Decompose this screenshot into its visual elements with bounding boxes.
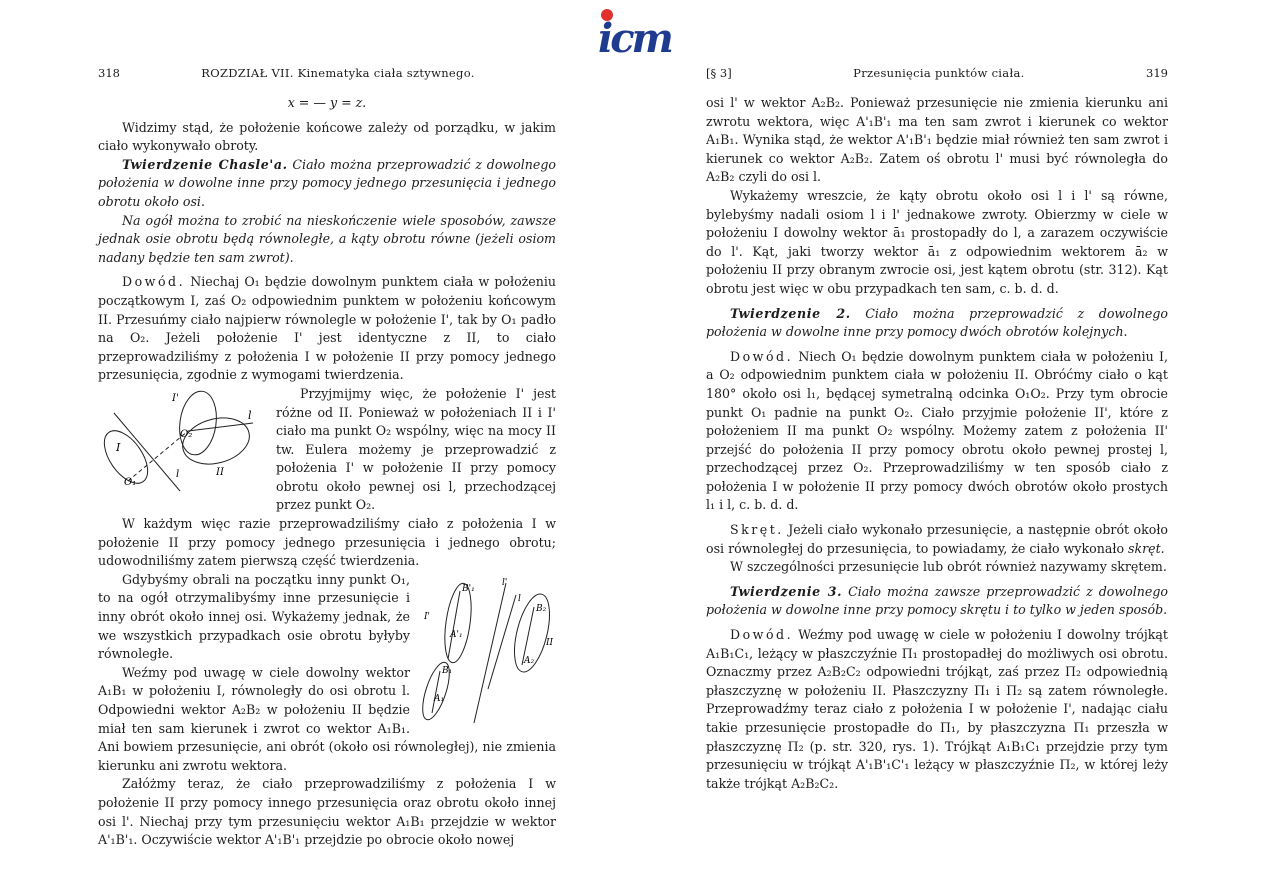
- fig1-label-II: II: [216, 466, 224, 478]
- icm-logo-graphic: [598, 8, 676, 56]
- left-running-header: [98, 62, 556, 84]
- paragraph-other-axis: Załóżmy teraz, że ciało przeprowadziliśmy z położenia I w położenie II przy pomocy innego przesunięcia oraz obrotu około innej osi l'. Niechaj przy tym przesunięciu wektor A₁B₁ przejdzie w wektor A'₁B'₁. Oczywiście wektor A'₁B'₁ przejdzie po obrocie około nowej: [98, 776, 556, 848]
- page-number-318: 318: [98, 65, 120, 80]
- figure-euler-drawing: [98, 387, 266, 499]
- paragraph-summary: W każdym więc razie przeprowadziliśmy ciało z położenia I w położenie II przy pomocy jednego przesunięcia i jednego obrotu; udowodniliśmy zatem pierwszą część twierdzenia.: [98, 516, 556, 569]
- figure-euler: [98, 387, 266, 505]
- paragraph-special: W szczególności przesunięcie lub obrót również nazywamy skrętem.: [730, 559, 1167, 575]
- fig1-label-I: I: [116, 440, 121, 454]
- paragraph-angles: Wykażemy wreszcie, że kąty obrotu około osi l i l' są równe, bylebyśmy nadali osiom l i l' jednakowe zwroty. Obierzmy w ciele w położeniu I dowolny wektor ā₁ prostopadły do l, a zarazem oczywiście do l'. Kąt, jaki tworzy wektor ā₁ z odpowiednim wektorem ā₂ w położeniu II przy obranym zwrocie osi, jest kątem obrotu (str. 312). Kąt obrotu jest więc w obu przypadkach ten sam, c. b. d. d.: [706, 187, 1168, 296]
- fig2-label-II: II: [546, 637, 554, 648]
- right-page: [706, 62, 1168, 793]
- fig2-label-B2: B₂: [536, 603, 547, 614]
- theorem-3-text: Ciało można zawsze przeprowadzić z dowolnego położenia w dowolne inne przy pomocy skrętu i to tylko w jeden sposób.: [706, 583, 1168, 618]
- skret-text: Jeżeli ciało wykonało przesunięcie, a następnie obrót około osi równoległej do przesunięcia, to powiadamy, że ciało wykonało: [706, 522, 1168, 556]
- proof-paragraph: [98, 273, 556, 385]
- proof-2-label: Dowód.: [730, 348, 794, 364]
- proof-2: [706, 348, 1168, 515]
- proof-label: Dowód.: [122, 274, 186, 290]
- theorem-2-text: Ciało można przeprowadzić z dowolnego położenia w dowolne inne przy pomocy dwóch obrotów kolejnych.: [706, 305, 1169, 340]
- fig2-label-lprime: l': [502, 577, 508, 588]
- proof-text: Niechaj O₁ będzie dowolnym punktem ciała w położeniu początkowym I, zaś O₂ odpowiednim punktem w położeniu końcowym II. Przesuńmy ciało najpierw równolegle w położenie I', tak by O₁ padło na O₂. Jeżeli położenie I' jest identyczne z II, to ciało przeprowadziliśmy z położenia I w położenie II przy pomocy jednego przesunięcia, zgodnie z wymogami twierdzenia.: [98, 274, 556, 383]
- theorem-text: Ciało można przeprowadzić z dowolnego położenia w dowolne inne przy pomocy jednego przesunięcia i jednego obrotu około osi.: [98, 156, 556, 209]
- proof-3: [706, 626, 1168, 793]
- proof-3-label: Dowód.: [730, 627, 794, 643]
- proof-2-text: Niech O₁ będzie dowolnym punktem ciała w położeniu I, a O₂ odpowiednim punktem ciała w położeniu II. Obróćmy ciało o kąt 180° około osi l₁, będącej symetralną odcinka O₁O₂. Przy tym obrocie punkt O₁ padnie na punkt O₂. Ciało przyjmie położenie II', które z położeniem II ma punkt O₂ wspólny. Możemy zatem z położenia II' przejść do położenia II przy pomocy obrotu około pewnej prostej l, przechodzącej przez O₂. Przeprowadziliśmy w ten sposób ciało z położenia I w położenie II przy pomocy dwóch obrotów około prostych l₁ i l, c. b. d. d.: [706, 348, 1168, 513]
- proof-3-text: Weźmy pod uwagę w ciele w położeniu I dowolny trójkąt A₁B₁C₁, leżący w płaszczyźnie Π₁ prostopadłej do możliwych osi obrotu. Oznaczmy przez A₂B₂C₂ odpowiedni trójkąt, zaś przez Π₂ odpowiednią płaszczyznę w położeniu II. Płaszczyzny Π₁ i Π₂ są zatem równoległe. Przeprowadźmy teraz ciało z położenia I w położenie I', nadając ciału takie przesunięcie prostopadłe do Π₁, by płaszczyzna Π₁ przeszła w płaszczyznę Π₂ (p. str. 320, rys. 1). Trójkąt A₁B₁C₁ przejdzie przy tym przesunięciu w trójkąt A'₁B'₁C'₁ leżący w płaszczyźnie Π₂, w której leży także trójkąt A₂B₂C₂.: [706, 627, 1168, 791]
- figure-vectors: [420, 577, 556, 729]
- fig1-label-O1: O₁: [124, 476, 137, 488]
- paragraph-continuation: osi l' w wektor A₂B₂. Ponieważ przesunięcie nie zmienia kierunku ani zwrotu wektora, więc A'₁B'₁ ma ten sam zwrot i kierunek co wektor A₁B₁. Wynika stąd, że wektor A'₁B'₁ będzie miał również ten sam zwrot i kierunek co wektor A₂B₂. Zatem oś obrotu l' musi być równoległa do A₂B₂ czyli do osi l.: [706, 95, 1168, 185]
- theorem-2: [706, 305, 1168, 342]
- theorem-2-label: Twierdzenie 2.: [730, 305, 851, 321]
- right-running-head: Przesunięcia punktów ciała.: [853, 65, 1025, 80]
- fig1-label-l: l: [248, 408, 252, 422]
- paragraph-vector: Weźmy pod uwagę w ciele dowolny wektor A₁B₁ w położeniu I, równoległy do osi obrotu l. Odpowiedni wektor A₂B₂ w położeniu II będzie miał ten sam kierunek i zwrot co wektor A₁B₁. Ani bowiem przesunięcie, ani obrót (około osi równoległej), nie zmienia kierunku ani zwrotu wektora.: [98, 664, 556, 773]
- fig2-label-A1prime: A'₁: [450, 629, 463, 640]
- page-number-319: 319: [1146, 65, 1168, 80]
- icm-logo: [598, 8, 676, 56]
- fig2-label-B1prime: B'₁: [462, 583, 475, 594]
- fig1-label-l-lower: l: [176, 468, 180, 480]
- paragraph-euler: Przyjmijmy więc, że położenie I' jest różne od II. Ponieważ w położeniach II i I' ciało ma punkt O₂ wspólny, więc na mocy II tw. Eulera możemy je przeprowadzić z położenia I' w położenie II przy pomocy obrotu około pewnej osi l, przechodzącej przez punkt O₂.: [276, 385, 556, 513]
- left-running-head: ROZDZIAŁ VII. Kinematyka ciała sztywnego.: [201, 65, 475, 80]
- skret-label: Skręt.: [730, 522, 784, 538]
- skret-definition: [706, 521, 1168, 558]
- paragraph-order: Widzimy stąd, że położenie końcowe zależy od porządku, w jakim ciało wykonywało obroty.: [98, 119, 556, 154]
- figure-vectors-drawing: [420, 577, 556, 723]
- theorem-label: Twierdzenie Chasle'a.: [122, 156, 288, 172]
- skret-word: skręt.: [1128, 540, 1165, 556]
- fig1-label-O2: O₂: [180, 428, 193, 440]
- fig2-label-B1: B₁: [442, 665, 453, 676]
- theorem-note: Na ogół można to zrobić na nieskończenie wiele sposobów, zawsze jednak osie obrotu będą równoległe, a kąty obrotu równe (jeżeli osiom nadany będzie ten sam zwrot).: [98, 212, 556, 265]
- fig2-label-Iprime: I': [424, 611, 431, 622]
- chasles-theorem: [98, 156, 556, 212]
- right-running-header: [706, 62, 1168, 84]
- theorem-3-label: Twierdzenie 3.: [730, 583, 843, 599]
- fig2-label-A2: A₂: [524, 655, 535, 666]
- paragraph-other-point: Gdybyśmy obrali na początku inny punkt O₁, to na ogół otrzymalibyśmy inne przesunięcie i inny obrót około innej osi. Wykażemy jednak, że we wszystkich przypadkach osie obrotu byłyby równoległe.: [98, 571, 410, 662]
- theorem-3: [706, 583, 1168, 620]
- left-page: [98, 62, 556, 850]
- fig1-label-Iprime: I': [172, 392, 179, 404]
- section-marker: [§ 3]: [706, 65, 732, 80]
- fig2-label-l: l: [518, 593, 521, 604]
- equation: x = — y = z.: [287, 95, 367, 110]
- fig2-label-A1: A₁: [434, 693, 445, 704]
- svg-text:icm: icm: [598, 15, 671, 56]
